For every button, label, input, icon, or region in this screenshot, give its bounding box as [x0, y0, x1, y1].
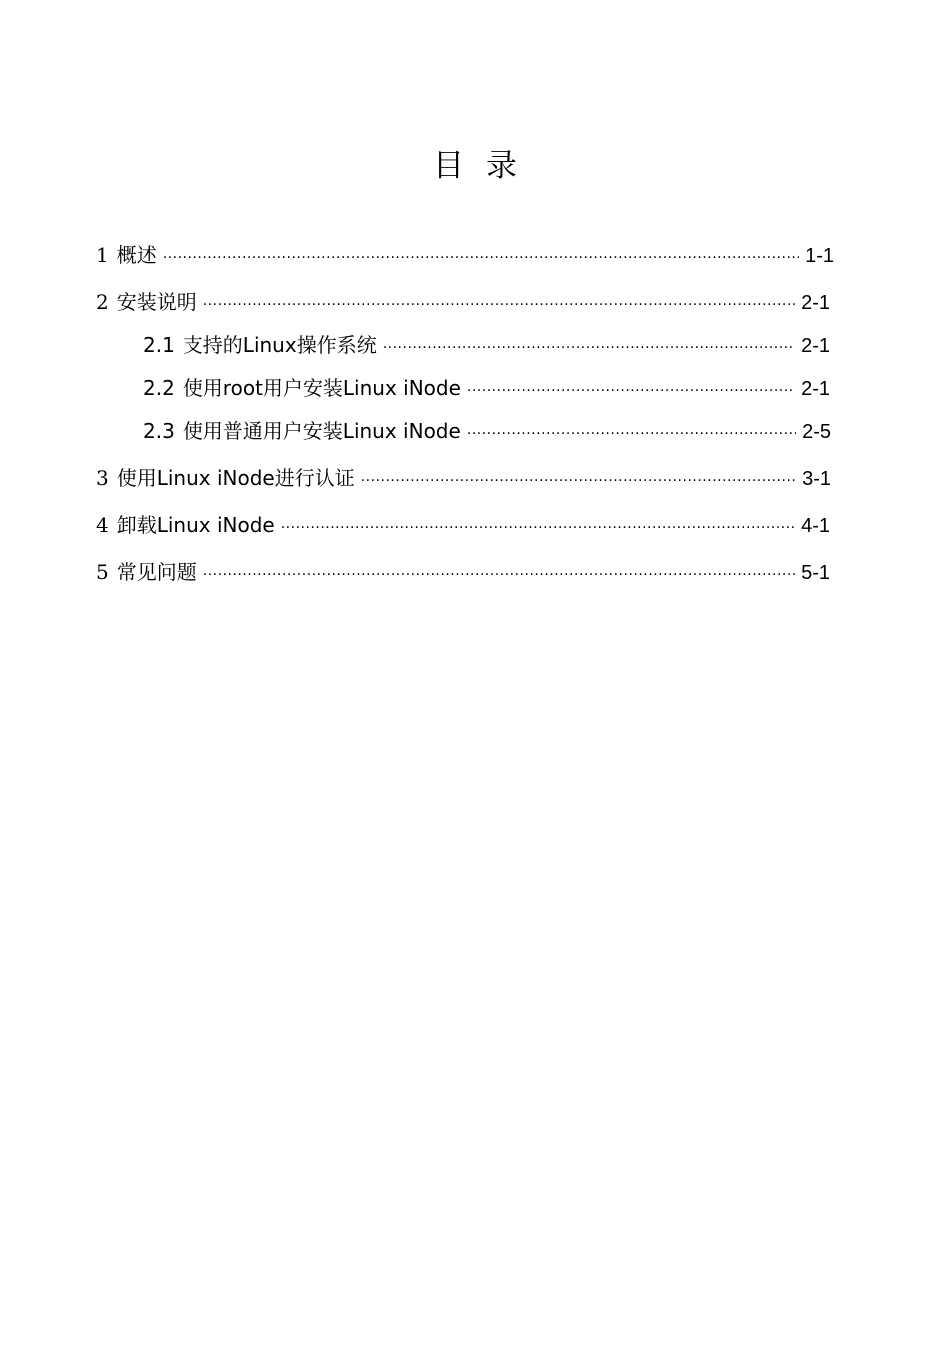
toc-entry-number: 2.1 — [143, 333, 175, 357]
toc-entry-label: 常见问题 — [116, 560, 197, 584]
toc-entry-page: 3-1 — [802, 468, 831, 490]
toc-entry-page: 4-1 — [801, 515, 830, 537]
toc-entry-page: 2-1 — [801, 335, 830, 357]
toc-entry[interactable] — [96, 241, 834, 269]
toc-leader-dots — [467, 420, 796, 448]
toc-entry-page: 1-1 — [805, 245, 834, 267]
toc-entry-number: 3 — [96, 466, 109, 490]
toc-entry-number: 5 — [96, 560, 109, 584]
toc-leader-dots — [467, 377, 795, 405]
toc-entry-label: 支持的Linux操作系统 — [182, 333, 377, 357]
toc-entry-label: 使用Linux iNode进行认证 — [116, 466, 355, 490]
toc-entry[interactable] — [96, 558, 830, 586]
toc-entry-label: 概述 — [116, 243, 157, 267]
toc-entry-page: 2-1 — [801, 378, 830, 400]
toc-entry-number: 2 — [96, 290, 109, 314]
toc-entry-number: 2.2 — [143, 376, 175, 400]
toc-leader-dots — [203, 291, 795, 319]
toc-entry-label: 使用普通用户安装Linux iNode — [182, 419, 461, 443]
toc-entry[interactable] — [96, 511, 830, 539]
toc-entry[interactable] — [143, 374, 830, 402]
toc-entry-page: 2-5 — [802, 421, 831, 443]
toc-entry[interactable] — [96, 288, 830, 316]
toc-entry-label: 使用root用户安装Linux iNode — [182, 376, 461, 400]
toc-leader-dots — [281, 514, 795, 542]
toc-entry-label: 安装说明 — [116, 290, 197, 314]
toc-leader-dots — [163, 244, 799, 272]
page-title: 目录 — [433, 148, 539, 184]
toc-entry-page: 2-1 — [801, 292, 830, 314]
toc-entry-number: 1 — [96, 243, 109, 267]
toc-leader-dots — [361, 467, 796, 495]
toc-leader-dots — [383, 334, 795, 362]
toc-leader-dots — [203, 561, 795, 589]
toc-entry-number: 2.3 — [143, 419, 175, 443]
toc-entry[interactable] — [143, 331, 830, 359]
toc-entry-number: 4 — [96, 513, 109, 537]
toc-entry[interactable] — [96, 464, 831, 492]
toc-entry[interactable] — [143, 417, 831, 445]
toc-entry-label: 卸载Linux iNode — [116, 513, 275, 537]
toc-entry-page: 5-1 — [801, 562, 830, 584]
